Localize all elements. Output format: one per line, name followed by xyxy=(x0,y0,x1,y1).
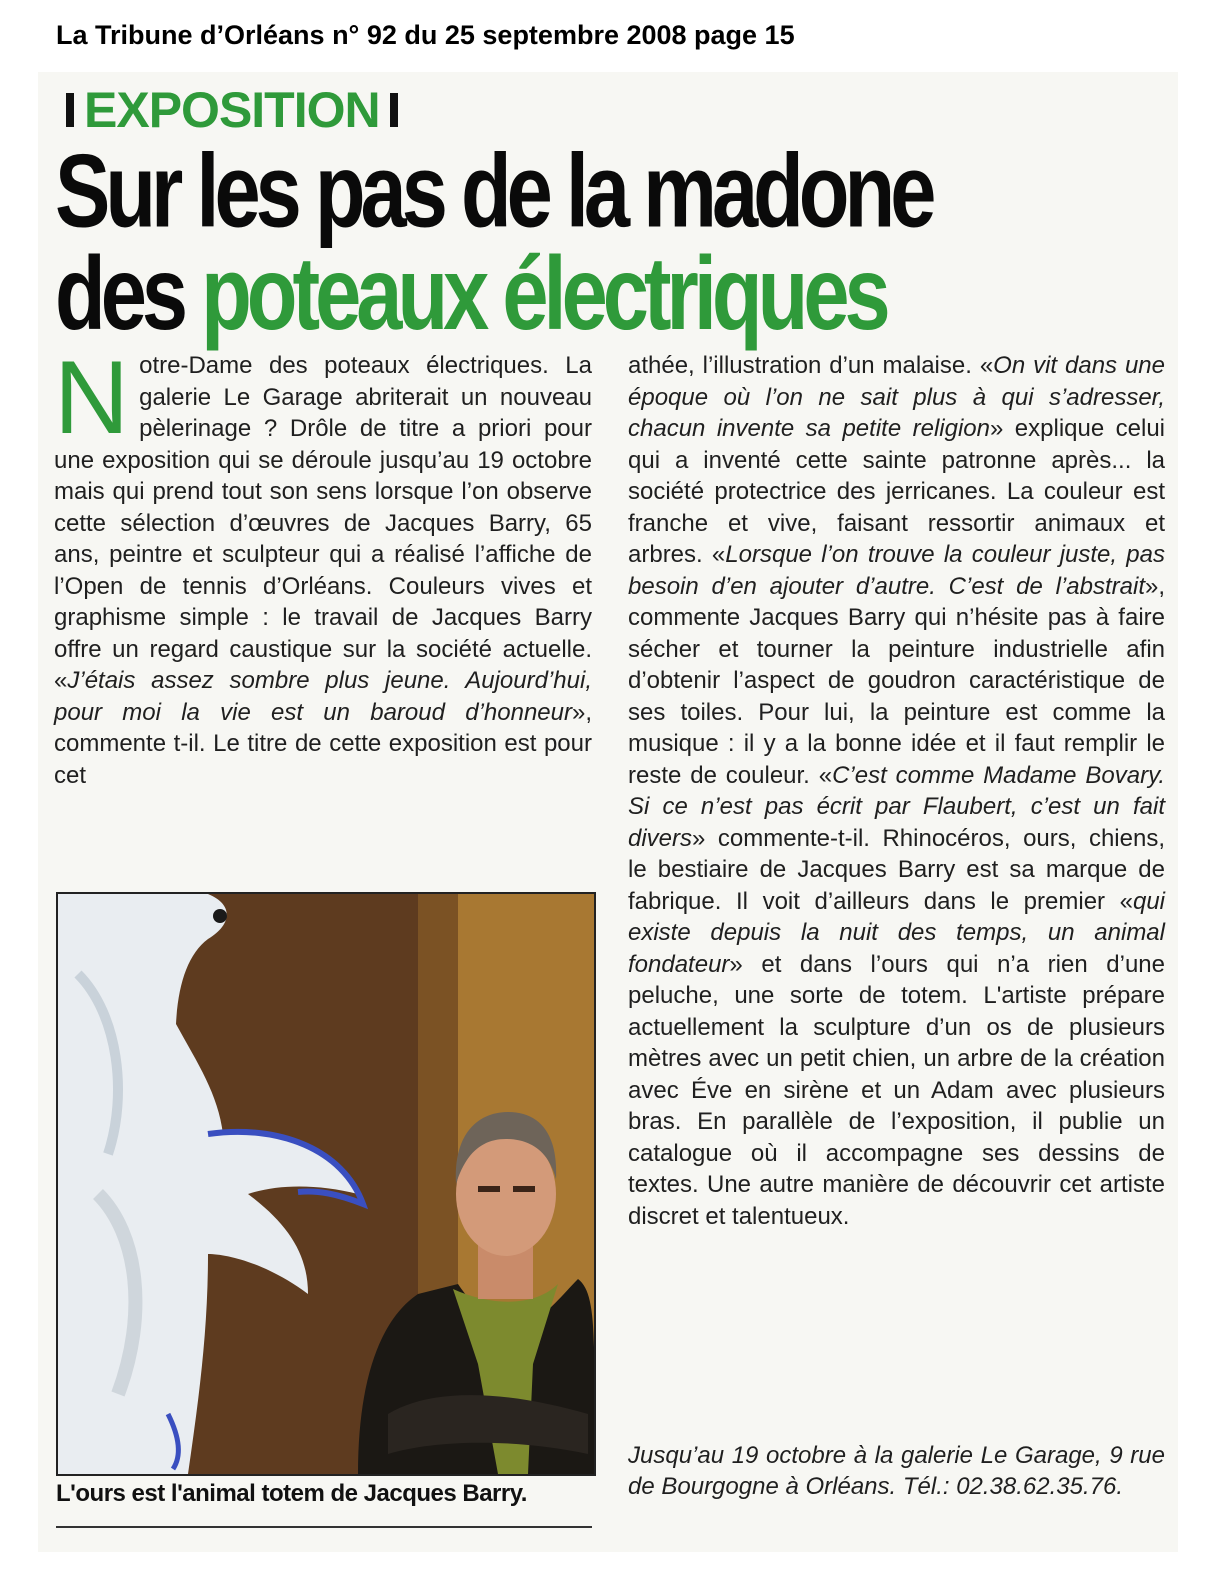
article-photo xyxy=(56,892,596,1476)
rubric-label: EXPOSITION xyxy=(84,82,380,138)
headline-green: poteaux électriques xyxy=(201,235,886,352)
headline-plain: des xyxy=(55,235,184,352)
photo-illustration xyxy=(58,894,594,1474)
headline-line-1: Sur les pas de la madone xyxy=(55,132,932,249)
headline xyxy=(55,132,1055,352)
source-line: La Tribune d’Orléans n° 92 du 25 septembre 2008 page 15 xyxy=(56,20,795,50)
exhibition-info-text: Jusqu’au 19 octobre à la galerie Le Garage, 9 rue de Bourgogne à Orléans. Tél.: 02.38.62.35.76. xyxy=(628,1442,1165,1500)
article-column-1 xyxy=(54,340,592,791)
article-column-2 xyxy=(628,350,1165,1232)
column-1-text: otre-Dame des poteaux électriques. La galerie Le Garage abriterait un nouveau pèlerinage ? Drôle de titre a priori pour une exposition qui se déroule jusqu’au 19 octobre mais qui prend tout son sens lorsque l’on observe cette sélection d’œuvres de Jacques Barry, 65 ans, peintre et sculpteur qui a réalisé l’affiche de l’Open de tennis d’Orléans. Couleurs vives et graphisme simple : le travail de Jacques Barry offre un regard caustique sur la société actuelle. «J’étais assez sombre plus jeune. Aujourd’hui, pour moi la vie est un baroud d’honneur», commente t-il. Le titre de cette exposition est pour cet xyxy=(54,352,592,789)
drop-cap: N xyxy=(54,340,130,456)
exhibition-info xyxy=(628,1440,1165,1502)
photo-caption: L'ours est l'animal totem de Jacques Barry. xyxy=(56,1480,527,1507)
column-2-text: athée, l’illustration d’un malaise. «On vit dans une époque où l’on ne sait plus à qui s’adresser, chacun invente sa petite religion» explique celui qui a inventé cette sainte patronne après... la société protectrice des jerricanes. La couleur est franche et vive, faisant ressortir animaux et arbres. «Lorsque l’on trouve la couleur juste, pas besoin d’en ajouter d’autre. C’est de l’abstrait», commente Jacques Barry qui n’hésite pas à faire sécher et tourner la peinture industrielle afin d’obtenir l’aspect de goudron caractéristique de ses toiles. Pour lui, la peinture est comme la musique : il y a la bonne idée et il faut remplir le reste de couleur. «C’est comme Madame Bovary. Si ce n’est pas écrit par Flaubert, c’est un fait divers» commente-t-il. Rhinocéros, ours, chiens, le bestiaire de Jacques Barry est sa marque de fabrique. Il voit d’ailleurs dans le premier «qui existe depuis la nuit des temps, un animal fondateur» et dans l’ours qui n’a rien d’une peluche, une sorte de totem. L'artiste prépare actuellement la sculpture d’un os de plusieurs mètres avec un petit chien, un arbre de la création avec Éve en sirène et un Adam avec plusieurs bras. En parallèle de l’exposition, il publie un catalogue où il accompagne ses dessins de textes. Une autre manière de découvrir cet artiste discret et talentueux. xyxy=(628,352,1166,1230)
headline-line-2 xyxy=(55,235,1055,352)
section-rubric xyxy=(56,82,408,138)
rubric-bar-left xyxy=(66,93,74,127)
rubric-bar-right xyxy=(390,93,398,127)
caption-rule xyxy=(56,1526,592,1528)
